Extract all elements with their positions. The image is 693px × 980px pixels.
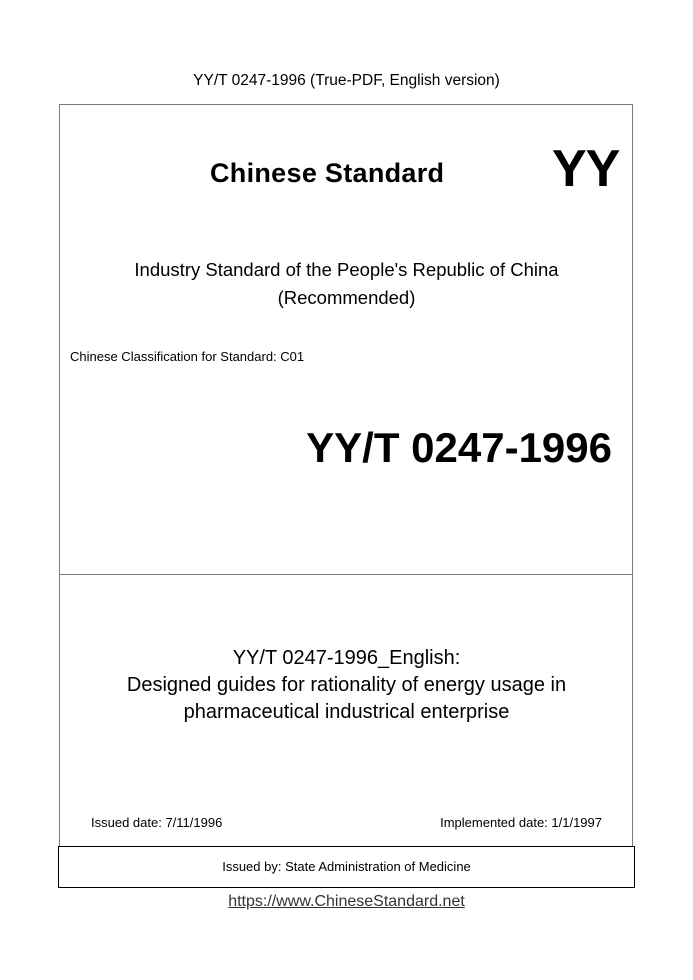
footer — [0, 893, 693, 911]
document-header: YY/T 0247-1996 (True-PDF, English version) — [193, 72, 500, 89]
website-link[interactable]: https://www.ChineseStandard.net — [228, 893, 465, 910]
standard-number: YY/T 0247-1996 — [306, 424, 612, 471]
title-line-1: YY/T 0247-1996_English: — [232, 647, 461, 669]
document-kind-title: Chinese Standard — [210, 158, 445, 188]
title-line-2: Designed guides for rationality of energy usage in — [126, 674, 567, 696]
industry-standard-line: Industry Standard of the People's Republic of China — [134, 259, 559, 280]
yy-category-mark: YY — [552, 140, 620, 198]
issued-by-label: Issued by: State Administration of Medicine — [222, 859, 471, 874]
classification-line: Chinese Classification for Standard: C01 — [70, 349, 305, 364]
issued-date: Issued date: 7/11/1996 — [91, 815, 223, 830]
recommended-line: (Recommended) — [277, 287, 416, 308]
english-title-block — [0, 645, 693, 726]
implemented-date: Implemented date: 1/1/1997 — [440, 815, 602, 830]
title-line-3: pharmaceutical industrical enterprise — [183, 701, 510, 723]
